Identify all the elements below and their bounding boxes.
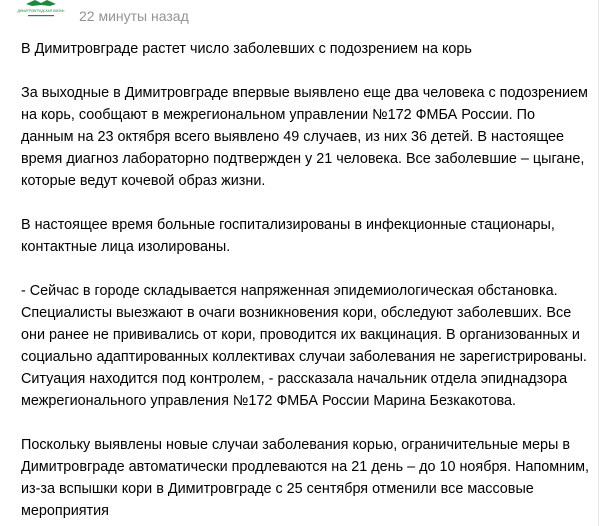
paragraph-gap (21, 412, 591, 434)
post-paragraph: - Сейчас в городе складывается напряженная эпидемиологическая обстановка. Специалисты выезжают в очаги возникновения кори, обследуют заболевших. Все они ранее не прививались от кори, проводится их вакцинация. В организованных и социально адаптированных коллективах случаи заболевания не зарегистрированы. Ситуация находится под контролем, - рассказала начальник отдела эпиднадзора межрегионального управления №172 ФМБА России Марина Безкакотова. (21, 283, 587, 409)
community-logo-icon (17, 0, 65, 26)
community-avatar[interactable] (17, 0, 65, 26)
community-logo-text: ДИМИТРОВГРАДСКАЯ ЖИЗНЬ (17, 9, 65, 14)
paragraph-gap (21, 258, 591, 280)
paragraph-gap (21, 60, 591, 82)
post-headline: В Димитровграде растет число заболевших с подозрением на корь (21, 41, 472, 57)
post-paragraph: Поскольку выявлены новые случаи заболевания корью, ограничительные меры в Димитровграде автоматически продлеваются на 21 день – до 10 ноября. Напомним, из-за вспышки кори в Димитровграде с 25 сентября отменили все массовые мероприятия (21, 437, 590, 519)
content-border (598, 0, 599, 526)
post-timestamp[interactable]: 22 минуты назад (79, 8, 189, 24)
post-text (21, 38, 591, 522)
post-header (0, 0, 605, 30)
paragraph-gap (21, 192, 591, 214)
post-paragraph: За выходные в Димитровграде впервые выявлено еще два человека с подозрением на корь, сообщают в межрегиональном управлении №172 ФМБА России. По данным на 23 октября всего выявлено 49 случаев, из них 36 детей. В настоящее время диагноз лабораторно подтвержден у 21 человека. Все заболевшие – цыгане, которые ведут кочевой образ жизни. (21, 85, 588, 189)
post-paragraph: В настоящее время больные госпитализированы в инфекционные стационары, контактные лица изолированы. (21, 217, 555, 255)
